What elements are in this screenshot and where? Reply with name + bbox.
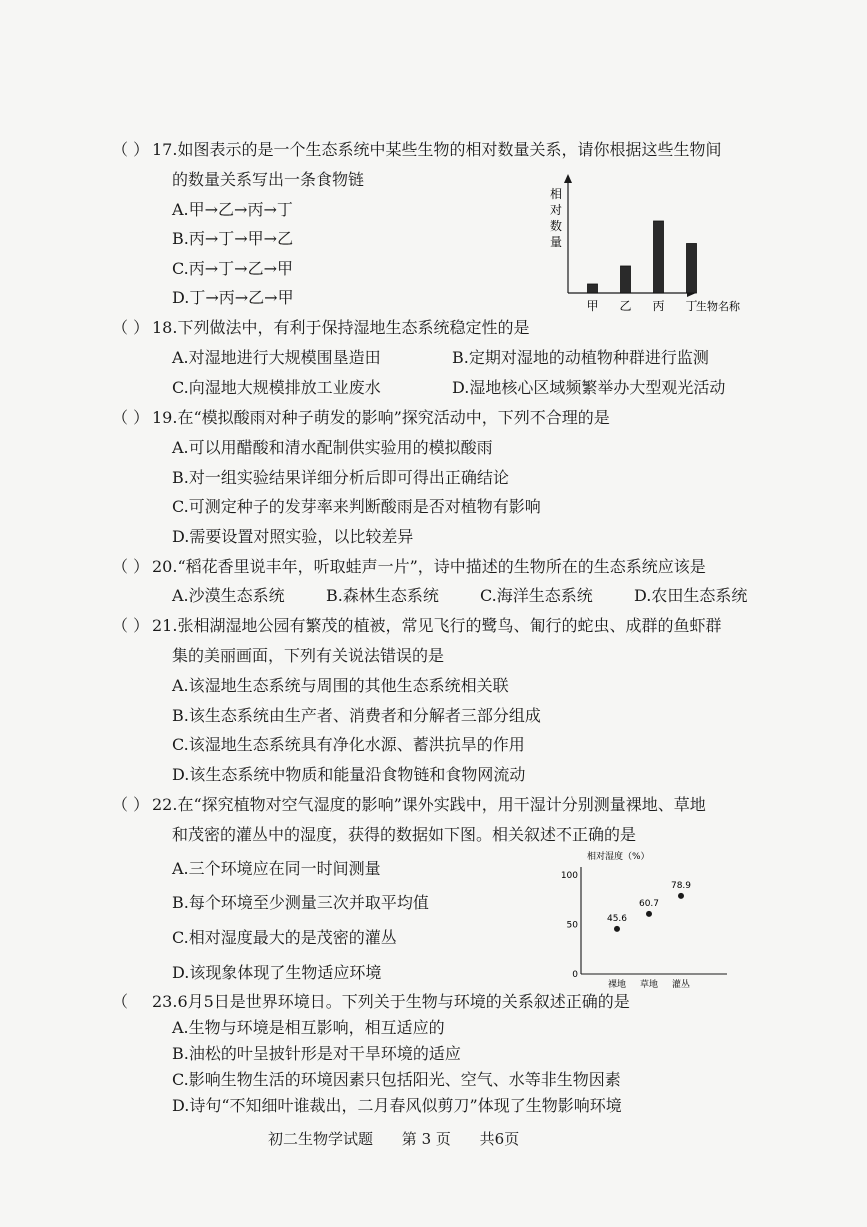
point-灌丛 [678, 893, 684, 899]
option-b: B.丙→丁→甲→乙 [172, 229, 294, 248]
option-a: A.三个环境应在同一时间测量 [172, 859, 381, 878]
answer-paren[interactable]: （ ） [112, 616, 150, 635]
question-23 [112, 992, 630, 1012]
answer-paren[interactable]: （ ） [112, 140, 150, 159]
x-tick-label: 丙 [652, 299, 665, 313]
option-c: C.海洋生态系统 [480, 586, 593, 605]
data-label: 45.6 [606, 913, 628, 924]
point-草地 [646, 911, 652, 917]
footer-page: 第 3 页 [401, 1130, 451, 1148]
question-text: 18.下列做法中，有利于保持湿地生态系统稳定性的是 [152, 318, 530, 337]
answer-paren[interactable]: （ ） [112, 557, 150, 576]
option-c: C.影响生物生活的环境因素只包括阳光、空气、水等非生物因素 [172, 1070, 621, 1089]
option-b: B.每个环境至少测量三次并取平均值 [172, 893, 429, 912]
option-c: C.向湿地大规模排放工业废水 [172, 378, 381, 397]
y-label-char: 量 [550, 235, 563, 249]
bar-丁 [687, 244, 697, 294]
data-label: 60.7 [638, 898, 660, 909]
question-text: 19.在“模拟酸雨对种子萌发的影响”探究活动中，下列不合理的是 [152, 408, 610, 427]
footer-subject: 初二生物学试题 [268, 1130, 374, 1148]
bar-甲 [588, 284, 598, 293]
option-b: B.油松的叶呈披针形是对干旱环境的适应 [172, 1044, 461, 1063]
answer-paren[interactable]: （ ） [112, 795, 150, 814]
y-axis-arrow [564, 174, 572, 183]
y-label-char: 相 [550, 187, 563, 201]
option-a: A.生物与环境是相互影响，相互适应的 [172, 1018, 445, 1037]
page-footer [268, 1128, 543, 1149]
option-a: A.可以用醋酸和清水配制供实验用的模拟酸雨 [172, 438, 493, 457]
question-17 [112, 140, 721, 160]
option-b: B.森林生态系统 [326, 586, 439, 605]
question-text: 23.6月5日是世界环境日。下列关于生物与环境的关系叙述正确的是 [152, 992, 630, 1011]
question-text: 21.张相湖湿地公园有繁茂的植被，常见飞行的鹭鸟、匍行的蛇虫、成群的鱼虾群 [152, 616, 722, 635]
relative-quantity-bar-chart [540, 172, 760, 322]
option-d: D.湿地核心区域频繁举办大型观光活动 [452, 378, 726, 397]
x-tick-label: 裸地 [607, 980, 627, 990]
option-c: C.可测定种子的发芽率来判断酸雨是否对植物有影响 [172, 497, 541, 516]
y-tick-label: 100 [560, 871, 578, 881]
answer-paren[interactable]: （ ） [112, 318, 150, 337]
question-text-cont: 和茂密的灌丛中的湿度，获得的数据如下图。相关叙述不正确的是 [172, 825, 637, 844]
question-text-cont: 集的美丽画面，下列有关说法错误的是 [172, 646, 445, 665]
question-text: 22.在“探究植物对空气湿度的影响”课外实践中，用干湿计分别测量裸地、草地 [152, 795, 706, 814]
question-text-cont: 的数量关系写出一条食物链 [172, 170, 365, 189]
y-label-char: 对 [550, 203, 563, 217]
x-axis-label: 生物名称 [696, 300, 740, 313]
question-text: 17.如图表示的是一个生态系统中某些生物的相对数量关系，请你根据这些生物间 [152, 140, 722, 159]
question-19 [112, 408, 610, 428]
y-label-char: 数 [550, 219, 563, 233]
question-22 [112, 795, 706, 815]
x-tick-label: 丁 [685, 299, 698, 313]
x-tick-label: 甲 [586, 299, 599, 313]
option-b: B.对一组实验结果详细分析后即可得出正确结论 [172, 468, 509, 487]
answer-paren[interactable]: （ [112, 992, 129, 1011]
question-text: 20.“稻花香里说丰年，听取蛙声一片”，诗中描述的生物所在的生态系统应该是 [152, 557, 706, 576]
option-d: D.该生态系统中物质和能量沿食物链和食物网流动 [172, 765, 526, 784]
option-a: A.对湿地进行大规模围垦造田 [172, 348, 381, 367]
option-a: A.沙漠生态系统 [172, 586, 285, 605]
relative-humidity-chart [555, 845, 735, 995]
option-d: D.丁→丙→乙→甲 [172, 288, 294, 307]
option-c: C.丙→丁→乙→甲 [172, 259, 293, 278]
y-axis-label [550, 186, 562, 249]
chart-title: 相对湿度（%） [587, 852, 650, 862]
option-c: C.相对湿度最大的是茂密的灌丛 [172, 928, 397, 947]
option-d: D.需要设置对照实验，以比较差异 [172, 527, 414, 546]
bar-乙 [621, 266, 631, 293]
option-d: D.该现象体现了生物适应环境 [172, 963, 382, 982]
question-20 [112, 557, 706, 577]
point-裸地 [614, 926, 620, 932]
option-d: D.诗句“不知细叶谁裁出，二月春风似剪刀”体现了生物影响环境 [172, 1096, 622, 1115]
x-tick-label: 乙 [619, 299, 632, 313]
option-c: C.该湿地生态系统具有净化水源、蓄洪抗旱的作用 [172, 735, 525, 754]
question-21 [112, 616, 721, 636]
option-b: B.该生态系统由生产者、消费者和分解者三部分组成 [172, 706, 541, 725]
footer-total: 共6页 [479, 1130, 520, 1148]
x-tick-label: 灌丛 [671, 980, 691, 990]
option-b: B.定期对湿地的动植物种群进行监测 [452, 348, 709, 367]
y-tick-label: 0 [572, 970, 578, 980]
y-tick-label: 50 [566, 920, 578, 931]
x-tick-label: 草地 [639, 980, 659, 990]
option-a: A.甲→乙→丙→丁 [172, 200, 293, 219]
option-a: A.该湿地生态系统与周围的其他生态系统相关联 [172, 676, 509, 695]
question-18 [112, 318, 529, 338]
option-d: D.农田生态系统 [634, 586, 748, 605]
answer-paren[interactable]: （ ） [112, 408, 150, 427]
bar-丙 [654, 221, 664, 293]
data-label: 78.9 [670, 880, 692, 891]
